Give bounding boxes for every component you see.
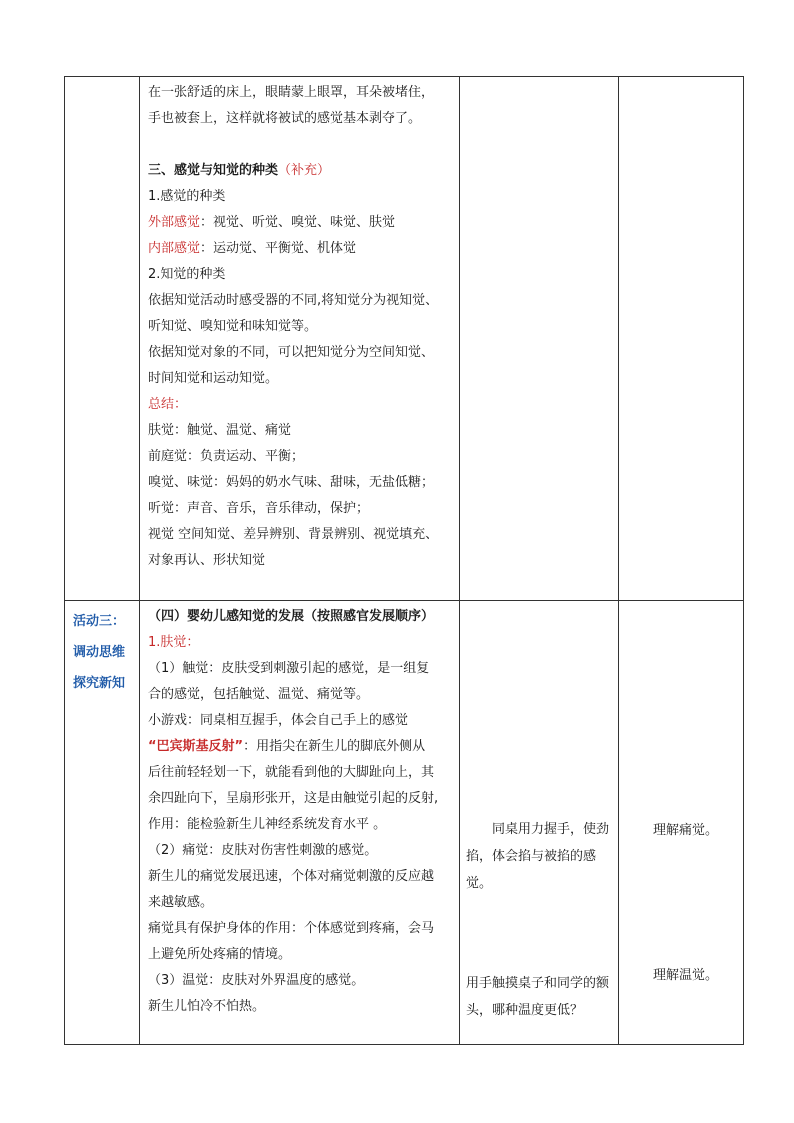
- text-line: 对象再认、形状知觉: [148, 553, 266, 568]
- text-line: （1）触觉：皮肤受到刺激引起的感觉，是一组复: [148, 661, 430, 676]
- activity-label: 探究新知: [73, 676, 126, 691]
- subheading: 2.知觉的种类: [148, 267, 226, 282]
- design-intent-text: 理解温觉。: [653, 968, 719, 983]
- subheading: 1.肤觉：: [148, 635, 200, 650]
- subheading: 1.感觉的种类: [148, 189, 226, 204]
- design-intent-text: 理解痛觉。: [653, 823, 719, 838]
- design-intent-cell: [619, 601, 744, 1045]
- teaching-content-cell: [140, 77, 460, 601]
- text-line: 依据知觉活动时感受器的不同,将知觉分为视知觉、: [148, 293, 439, 308]
- text-line: 新生儿怕冷不怕热。: [148, 999, 266, 1014]
- student-activity-cell: [460, 601, 619, 1045]
- text-line: 上避免所处疼痛的情境。: [148, 947, 292, 962]
- section-heading: （四）婴幼儿感知觉的发展（按照感官发展顺序）: [148, 609, 435, 624]
- section-heading: 三、感觉与知觉的种类（补充）: [148, 163, 331, 178]
- activity-cell: [65, 601, 140, 1045]
- text-line: 嗅觉、味觉：妈妈的奶水气味、甜味，无盐低糖；: [148, 475, 435, 490]
- text-line: 小游戏：同桌相互握手，体会自己手上的感觉: [148, 713, 409, 728]
- summary-label: 总结：: [148, 397, 188, 412]
- text-line: 外部感觉：视觉、听觉、嗅觉、味觉、肤觉: [148, 215, 396, 230]
- activity-label: 活动三：: [73, 614, 126, 629]
- student-activity-text: 用手触摸桌子和同学的额头，哪种温度更低？: [466, 976, 610, 1018]
- text-line: 视觉 空间知觉、差异辨别、背景辨别、视觉填充、: [148, 527, 439, 542]
- text-line: （2）痛觉：皮肤对伤害性刺激的感觉。: [148, 843, 378, 858]
- text-line: 作用：能检验新生儿神经系统发育水平 。: [148, 817, 387, 832]
- student-activity-text: 同桌用力握手，使劲掐，体会掐与被掐的感觉。: [466, 822, 610, 891]
- text-line: 痛觉具有保护身体的作用：个体感觉到疼痛，会马: [148, 921, 435, 936]
- text-line: 后往前轻轻划一下，就能看到他的大脚趾向上，其: [148, 765, 435, 780]
- text-line: 手也被套上，这样就将被试的感觉基本剥夺了。: [148, 111, 422, 126]
- text-line: （3）温觉：皮肤对外界温度的感觉。: [148, 973, 365, 988]
- text-line: 在一张舒适的床上，眼睛蒙上眼罩，耳朵被堵住，: [148, 85, 435, 100]
- table-row: [65, 601, 744, 1045]
- design-intent-cell-empty: [619, 77, 744, 601]
- activity-label: 调动思维: [73, 645, 126, 660]
- text-line: 余四趾向下，呈扇形张开，这是由触觉引起的反射,: [148, 791, 439, 806]
- text-line: 听觉：声音、音乐，音乐律动，保护；: [148, 501, 370, 516]
- text-line: 肤觉：触觉、温觉、痛觉: [148, 423, 292, 438]
- text-line: 来越敏感。: [148, 895, 214, 910]
- teaching-content-cell: [140, 601, 460, 1045]
- activity-cell-empty: [65, 77, 140, 601]
- text-line: 内部感觉：运动觉、平衡觉、机体觉: [148, 241, 357, 256]
- text-line: 前庭觉：负责运动、平衡；: [148, 449, 305, 464]
- table-row: [65, 77, 744, 601]
- text-line: 新生儿的痛觉发展迅速，个体对痛觉刺激的反应越: [148, 869, 435, 884]
- text-line: 依据知觉对象的不同，可以把知觉分为空间知觉、: [148, 345, 435, 360]
- text-line: 时间知觉和运动知觉。: [148, 371, 279, 386]
- text-line: 听知觉、嗅知觉和味知觉等。: [148, 319, 318, 334]
- text-line: “巴宾斯基反射”：用指尖在新生儿的脚底外侧从: [148, 739, 426, 754]
- text-line: 合的感觉，包括触觉、温觉、痛觉等。: [148, 687, 370, 702]
- student-activity-cell-empty: [460, 77, 619, 601]
- lesson-plan-table: [64, 76, 744, 1045]
